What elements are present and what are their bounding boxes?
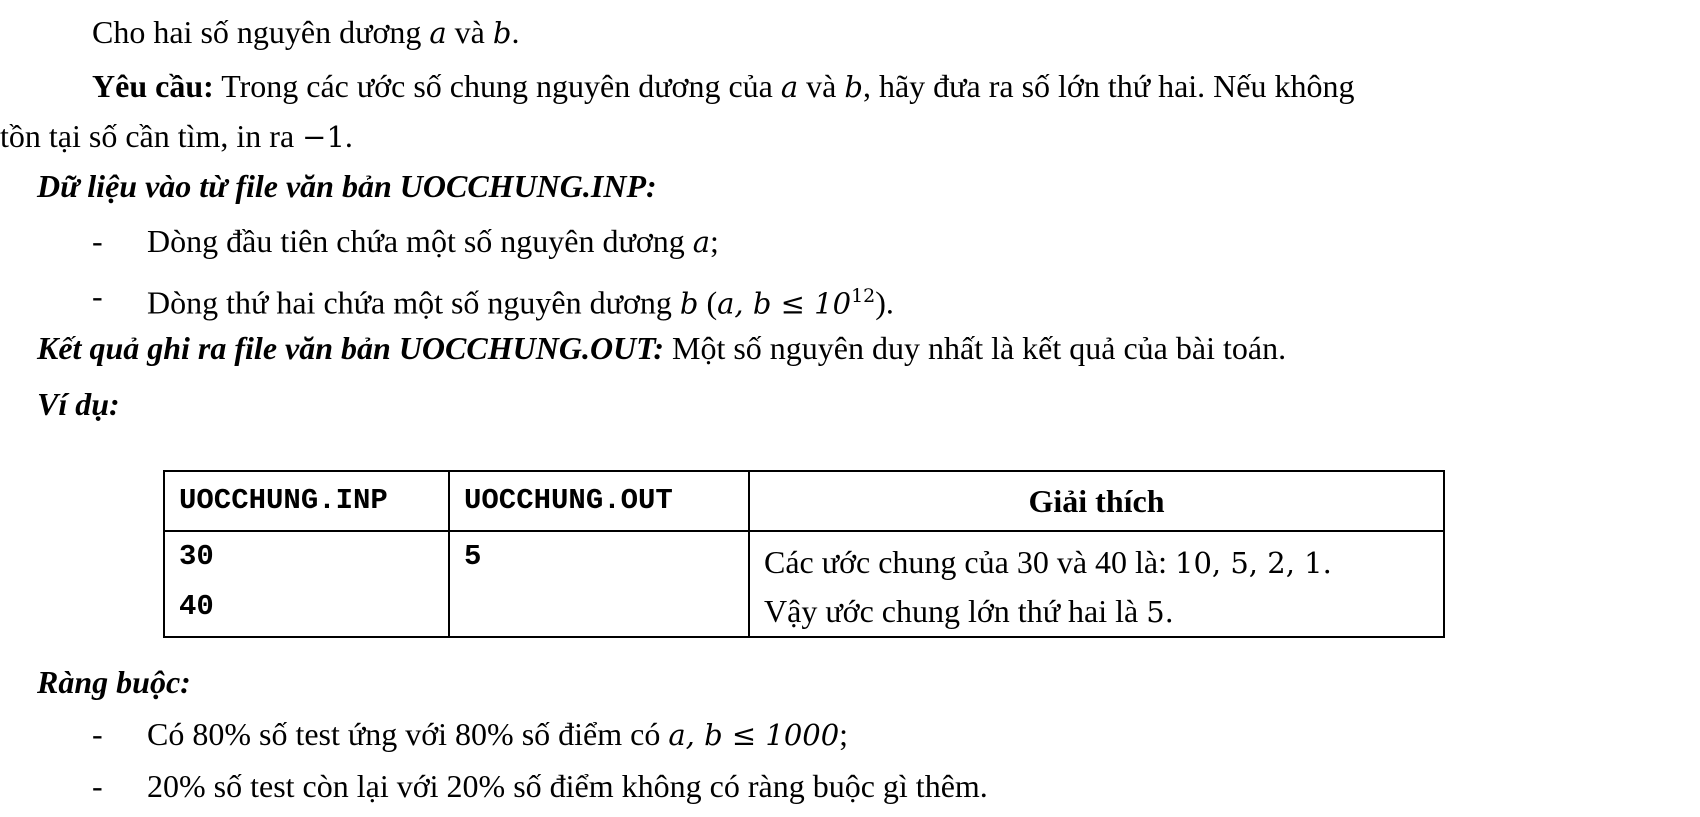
requirement-text-1: Trong các ước số chung nguyên dương của: [213, 68, 781, 104]
bullet-dash: -: [92, 278, 103, 314]
input-line-2: 40: [179, 590, 214, 623]
example-heading: Ví dụ:: [37, 386, 120, 422]
header-input: UOCCHUNG.INP: [164, 471, 449, 531]
constraint-condition: a, b ≤ 1000: [668, 718, 840, 752]
minus-one: −1: [302, 120, 345, 154]
constraints-heading: Ràng buộc:: [37, 664, 191, 700]
explanation-line-1: [764, 538, 1429, 587]
input-cell: [164, 531, 449, 637]
var-a: a: [780, 70, 799, 104]
table-row: [164, 531, 1444, 637]
constraint-text-2: 20% số test còn lại với 20% số điểm không có ràng buộc gì thêm.: [147, 768, 988, 804]
input-item-1-content: [147, 221, 719, 262]
header-explanation: Giải thích: [749, 471, 1444, 531]
var-b: b: [492, 16, 512, 50]
requirement-label: Yêu cầu:: [92, 68, 214, 104]
exponent: 12: [851, 285, 876, 307]
paren-open: (: [698, 284, 718, 321]
requirement-and: và: [798, 68, 845, 104]
intro-text: Cho hai số nguyên dương: [92, 14, 430, 50]
var-a: a: [692, 225, 711, 259]
output-line: [37, 328, 1286, 368]
requirement-text-3: tồn tại số cần tìm, in ra: [0, 118, 303, 154]
bullet-dash: -: [92, 716, 103, 752]
answer-value: 5.: [1146, 595, 1174, 629]
requirement-text-2: , hãy đưa ra số lớn thứ hai. Nếu không: [862, 68, 1355, 104]
example-table: [163, 470, 1445, 638]
constraint-end: ;: [839, 716, 849, 752]
input-item-1-end: ;: [710, 223, 719, 259]
table-header-row: [164, 471, 1444, 531]
bullet-dash: -: [92, 223, 103, 259]
bullet-dash: -: [92, 768, 103, 804]
output-heading: Kết quả ghi ra file văn bản UOCCHUNG.OUT:: [37, 330, 664, 366]
intro-line: [92, 12, 519, 53]
input-item-2-content: [147, 276, 894, 324]
input-line-1: 30: [179, 540, 214, 573]
var-b: b: [844, 70, 863, 104]
explanation-text-1: Các ước chung của 30 và 40 là:: [764, 544, 1176, 580]
paren-close: ).: [875, 284, 894, 321]
divisor-list: 10, 5, 2, 1.: [1175, 546, 1332, 580]
header-output: UOCCHUNG.OUT: [449, 471, 749, 531]
output-line-1: 5: [464, 540, 482, 573]
bound-condition: a, b ≤ 10: [717, 286, 852, 321]
requirement-line-1: [92, 66, 1354, 107]
requirement-end: .: [344, 118, 353, 154]
input-item-2-text: Dòng thứ hai chứa một số nguyên dương: [147, 284, 680, 321]
explanation-text-2: Vậy ước chung lớn thứ hai là: [764, 593, 1147, 629]
explanation-line-2: [764, 587, 1429, 636]
output-text: Một số nguyên duy nhất là kết quả của bài toán.: [663, 330, 1287, 366]
output-cell: [449, 531, 749, 637]
constraint-text-1: Có 80% số test ứng với 80% số điểm có: [147, 716, 669, 752]
intro-end: .: [511, 14, 520, 50]
var-b: b: [679, 286, 699, 321]
input-heading: Dữ liệu vào từ file văn bản UOCCHUNG.INP:: [37, 168, 657, 204]
explanation-cell: [749, 531, 1444, 637]
var-a: a: [429, 16, 447, 50]
input-item-1-text: Dòng đầu tiên chứa một số nguyên dương: [147, 223, 693, 259]
intro-and: và: [446, 14, 493, 50]
requirement-line-2: [0, 116, 353, 157]
constraint-item-1-content: [147, 714, 848, 755]
